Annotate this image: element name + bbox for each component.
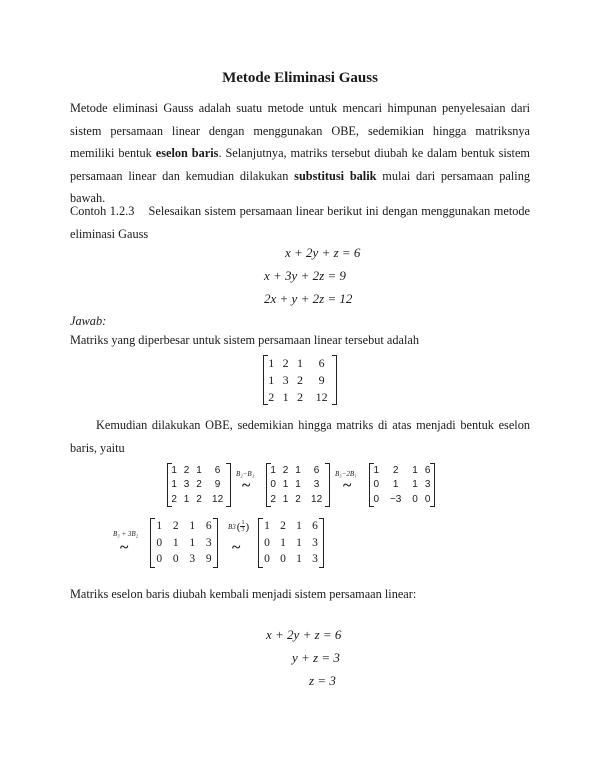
fraction-denominator: 3 [241, 527, 245, 533]
matrix-cell: 1 [264, 520, 270, 533]
matrix-cell: 1 [412, 464, 418, 476]
matrix-cell: 2 [171, 493, 177, 505]
matrix-cell: 9 [214, 479, 221, 491]
operation-label-1: B₂−B₁ [236, 470, 255, 478]
matrix-cell: 3 [205, 536, 212, 549]
matrix-cell: 12 [315, 390, 328, 404]
matrix-cell: 1 [280, 536, 286, 549]
matrix-cell: 6 [312, 520, 318, 533]
matrix-cell: 2 [282, 464, 289, 476]
matrix-cell: 6 [214, 464, 221, 476]
matrix-cell: 0 [373, 493, 380, 505]
matrix-cell: 6 [318, 356, 325, 370]
matrix-cell: 1 [296, 536, 302, 549]
matrix-cell: 1 [196, 464, 202, 476]
matrix-cell: 0 [270, 479, 276, 491]
matrix-cell: 0 [373, 479, 380, 491]
tilde-symbol-1: ~ [242, 477, 251, 494]
augmented-intro: Matriks yang diperbesar untuk sistem persamaan linear tersebut adalah [70, 333, 419, 347]
example-equation-3: 2x + y + 2z = 12 [264, 291, 353, 306]
tilde-symbol-2: ~ [343, 477, 352, 494]
matrix-cell: 1 [268, 373, 275, 387]
matrix-cell: 2 [183, 464, 190, 476]
matrix-cell: 1 [282, 390, 289, 404]
matrix-cell: 1 [392, 479, 399, 491]
matrix-cell: 1 [282, 493, 289, 505]
obe-paragraph: Kemudian dilakukan OBE, sedemikian hingga matriks di atas menjadi bentuk eselon baris, yaitu [70, 418, 530, 455]
matrix-cell: −3 [389, 493, 402, 505]
matrix-cell: 2 [296, 390, 303, 404]
matrix-cell: 2 [296, 373, 303, 387]
matrix-cell: 0 [264, 553, 270, 566]
matrix-cell: 0 [156, 536, 163, 549]
tilde-symbol-3: ~ [120, 539, 129, 556]
matrix-cell: 3 [313, 479, 320, 491]
operation-label-3: B₃ + 3B₂ [113, 530, 139, 538]
tilde-symbol-4: ~ [232, 539, 241, 556]
matrix-cell: 12 [212, 493, 224, 505]
matrix-cell: 0 [264, 536, 270, 549]
page-title: Metode Eliminasi Gauss [222, 70, 378, 86]
matrix-cell: 1 [171, 464, 177, 476]
matrix-cell: 1 [282, 479, 289, 491]
matrix-cell: 1 [171, 479, 177, 491]
matrix-cell: 6 [205, 520, 212, 533]
example-equation-2: x + 3y + 2z = 9 [264, 268, 346, 283]
matrix-cell: 1 [296, 553, 302, 566]
matrix-cell: 2 [172, 520, 179, 533]
matrix-cell: 1 [296, 520, 302, 533]
step-matrix-1 [167, 463, 231, 507]
intro-bold-eselon: eselon baris [155, 146, 219, 160]
matrix-cell: 1 [270, 464, 276, 476]
example-equation-1: x + 2y + z = 6 [285, 245, 361, 260]
matrix-cell: 0 [424, 493, 431, 505]
intro-paragraph [70, 97, 530, 210]
step-matrix-4 [150, 518, 218, 568]
matrix-cell: 0 [156, 553, 163, 566]
example-paragraph [70, 200, 530, 245]
matrix-cell: 0 [172, 553, 179, 566]
matrix-cell: 2 [392, 464, 399, 476]
matrix-cell: 2 [196, 493, 202, 505]
final-equation-3: z = 3 [309, 673, 336, 688]
matrix-cell: 6 [313, 464, 320, 476]
final-equation-2: y + z = 3 [292, 650, 340, 665]
matrix-cell: 1 [172, 536, 179, 549]
matrix-cell: 2 [295, 493, 301, 505]
matrix-cell: 2 [280, 520, 286, 533]
operation-label-4: B3 ( 1 3 ) [228, 520, 250, 533]
matrix-cell: 1 [295, 479, 301, 491]
example-text: Selesaikan sistem persamaan linear berikut ini dengan menggunakan metode eliminasi Gauss [70, 204, 530, 241]
matrix-cell: 2 [282, 356, 289, 370]
matrix-cell: 1 [296, 356, 303, 370]
matrix-cell: 2 [196, 479, 202, 491]
matrix-cell: 3 [312, 536, 318, 549]
matrix-cell: 3 [282, 373, 289, 387]
example-label: Contoh 1.2.3 [70, 204, 135, 218]
fraction-numerator: 1 [241, 520, 245, 526]
matrix-cell: 1 [189, 520, 196, 533]
intro-text-1: Metode eliminasi Gauss adalah suatu metode untuk mencari himpunan penyelesaian dari sistem persamaan linear dengan menggunakan OBE, sedemikian hingga matriksnya memiliki bentuk [70, 101, 530, 160]
matrix-cell: 12 [311, 493, 323, 505]
matrix-cell: 3 [189, 553, 196, 566]
matrix-cell: 1 [183, 493, 190, 505]
operation-prefix: B3 [228, 522, 236, 531]
step-matrix-5 [258, 518, 324, 568]
step-matrix-2 [266, 463, 330, 507]
matrix-cell: 6 [424, 464, 431, 476]
matrix-cell: 0 [280, 553, 286, 566]
step-matrix-3 [369, 463, 435, 507]
augmented-matrix [263, 355, 337, 405]
matrix-cell: 1 [156, 520, 163, 533]
intro-bold-substitusi: substitusi balik [294, 168, 377, 183]
augmented-matrix-table [264, 355, 336, 406]
matrix-cell: 2 [268, 390, 275, 404]
matrix-cell: 1 [295, 464, 301, 476]
matrix-cell: 1 [412, 479, 418, 491]
intro-text-3: mulai dari persamaan paling bawah. [70, 168, 530, 205]
matrix-cell: 1 [189, 536, 196, 549]
conclusion-paragraph: Matriks eselon baris diubah kembali menjadi sistem persamaan linear: [70, 587, 417, 601]
answer-label: Jawab: [70, 314, 107, 328]
matrix-cell: 3 [424, 479, 431, 491]
matrix-cell: 3 [312, 553, 318, 566]
intro-text-2: . Selanjutnya, matriks tersebut diubah ke dalam bentuk sistem persamaan linear dan kemudian dilakukan [70, 146, 530, 183]
matrix-cell: 2 [270, 493, 276, 505]
matrix-cell: 9 [205, 553, 212, 566]
matrix-cell: 1 [268, 356, 275, 370]
matrix-cell: 3 [183, 479, 190, 491]
matrix-cell: 9 [318, 373, 325, 387]
final-equation-1: x + 2y + z = 6 [266, 627, 342, 642]
operation-label-2: B₃−2B₁ [335, 470, 357, 478]
matrix-cell: 0 [412, 493, 418, 505]
matrix-cell: 1 [373, 464, 380, 476]
